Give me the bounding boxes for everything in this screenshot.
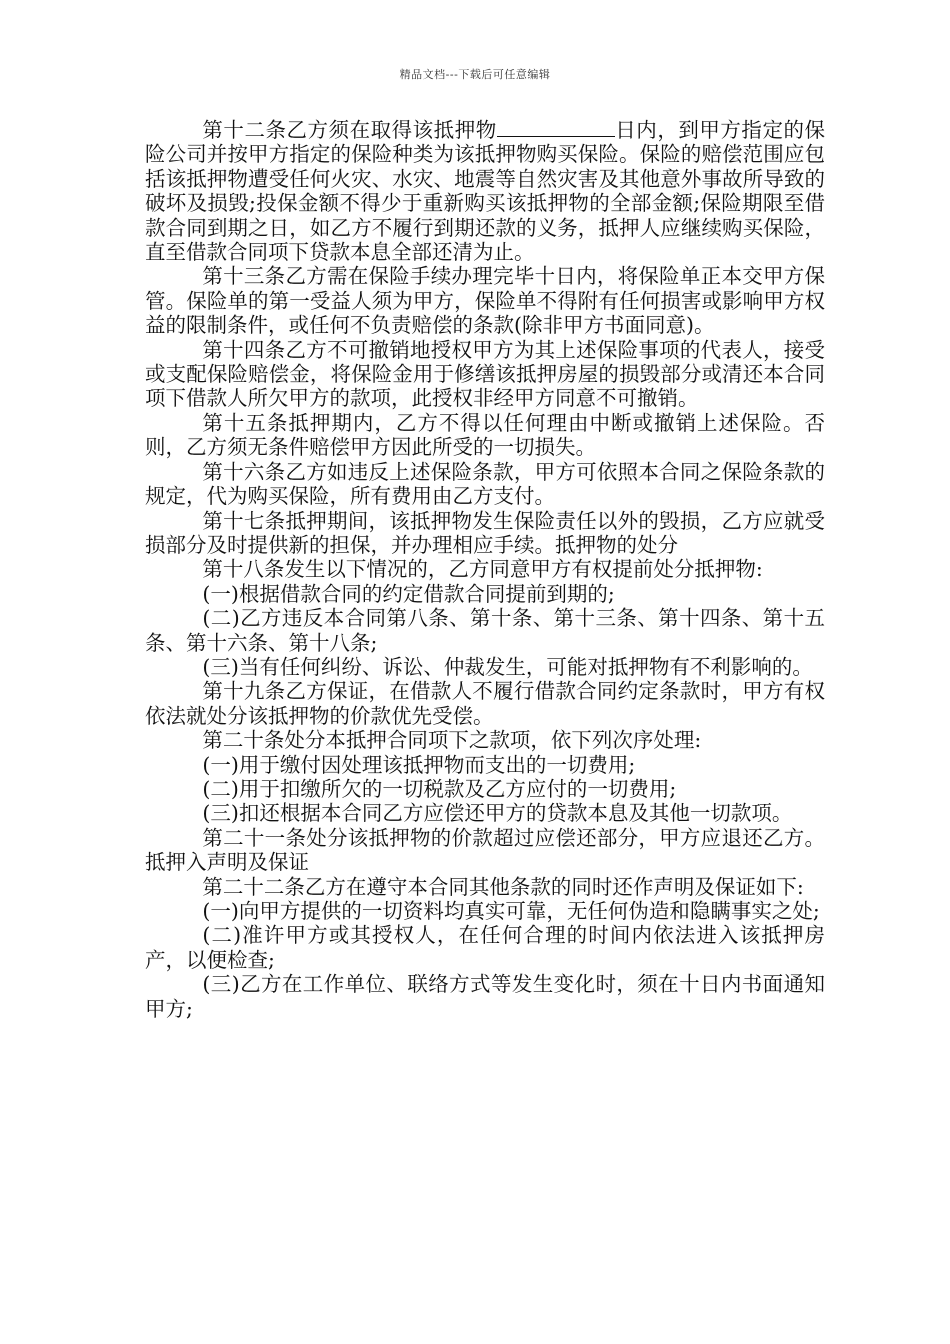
clause-18-item-3: (三)当有任何纠纷、诉讼、仲裁发生，可能对抵押物有不利影响的。	[202, 654, 813, 679]
clause-22-item-2: (二)准许甲方或其授权人，在任何合理的时间内依法进入该抵押房产，以便检查;	[145, 923, 825, 972]
clause-18-item-2: (二)乙方违反本合同第八条、第十条、第十三条、第十四条、第十五条、第十六条、第十八条;	[145, 606, 825, 655]
clause-12-text-before: 第十二条乙方须在取得该抵押物	[202, 118, 497, 142]
clause-18-item-1: (一)根据借款合同的约定借款合同提前到期的;	[202, 581, 615, 606]
document-body	[145, 118, 825, 1021]
clause-20: 第二十条处分本抵押合同项下之款项，依下列次序处理:	[202, 728, 702, 753]
clause-20-item-3: (三)扣还根据本合同乙方应偿还甲方的贷款本息及其他一切款项。	[202, 801, 793, 826]
clause-22: 第二十二条乙方在遵守本合同其他条款的同时还作声明及保证如下:	[202, 874, 804, 899]
clause-12	[145, 118, 825, 264]
clause-12-text-after: 日内，到甲方指定的保险公司并按甲方指定的保险种类为该抵押物购买保险。保险的赔偿范围应包括该抵押物遭受任何火灾、水灾、地震等自然灾害及其他意外事故所导致的破坏及损毁;投保金额不得少于重新购买该抵押物的全部金额;保险期限至借款合同到期之日，如乙方不履行到期还款的义务，抵押人应继续购买保险，直至借款合同项下贷款本息全部还清为止。	[145, 118, 826, 265]
clause-22-item-1: (一)向甲方提供的一切资料均真实可靠，无任何伪造和隐瞒事实之处;	[202, 899, 820, 923]
clause-17: 第十七条抵押期间，该抵押物发生保险责任以外的毁损，乙方应就受损部分及时提供新的担保，并办理相应手续。抵押物的处分	[145, 508, 825, 557]
clause-19: 第十九条乙方保证，在借款人不履行借款合同约定条款时，甲方有权依法就处分该抵押物的价款优先受偿。	[145, 679, 825, 728]
clause-13: 第十三条乙方需在保险手续办理完毕十日内，将保险单正本交甲方保管。保险单的第一受益人须为甲方，保险单不得附有任何损害或影响甲方权益的限制条件，或任何不负责赔偿的条款(除非甲方书面同意)。	[145, 264, 825, 338]
clause-20-item-2: (二)用于扣缴所欠的一切税款及乙方应付的一切费用;	[202, 776, 677, 801]
clause-20-item-1: (一)用于缴付因处理该抵押物而支出的一切费用;	[202, 752, 636, 777]
fill-in-blank	[497, 118, 615, 137]
clause-21: 第二十一条处分该抵押物的价款超过应偿还部分，甲方应退还乙方。抵押入声明及保证	[145, 825, 825, 875]
clause-14: 第十四条乙方不可撤销地授权甲方为其上述保险事项的代表人，接受或支配保险赔偿金，将保险金用于修缮该抵押房屋的损毁部分或清还本合同项下借款人所欠甲方的款项，此授权非经甲方同意不可撤销。	[145, 337, 825, 411]
clause-15: 第十五条抵押期内，乙方不得以任何理由中断或撤销上述保险。否则，乙方须无条件赔偿甲方因此所受的一切损失。	[145, 410, 825, 460]
page-header: 精品文档---下载后可任意编辑	[399, 68, 551, 81]
clause-18: 第十八条发生以下情况的，乙方同意甲方有权提前处分抵押物:	[202, 557, 763, 582]
clause-22-item-3: (三)乙方在工作单位、联络方式等发生变化时，须在十日内书面通知甲方;	[145, 972, 825, 1021]
clause-16: 第十六条乙方如违反上述保险条款，甲方可依照本合同之保险条款的规定，代为购买保险，所有费用由乙方支付。	[145, 459, 825, 509]
